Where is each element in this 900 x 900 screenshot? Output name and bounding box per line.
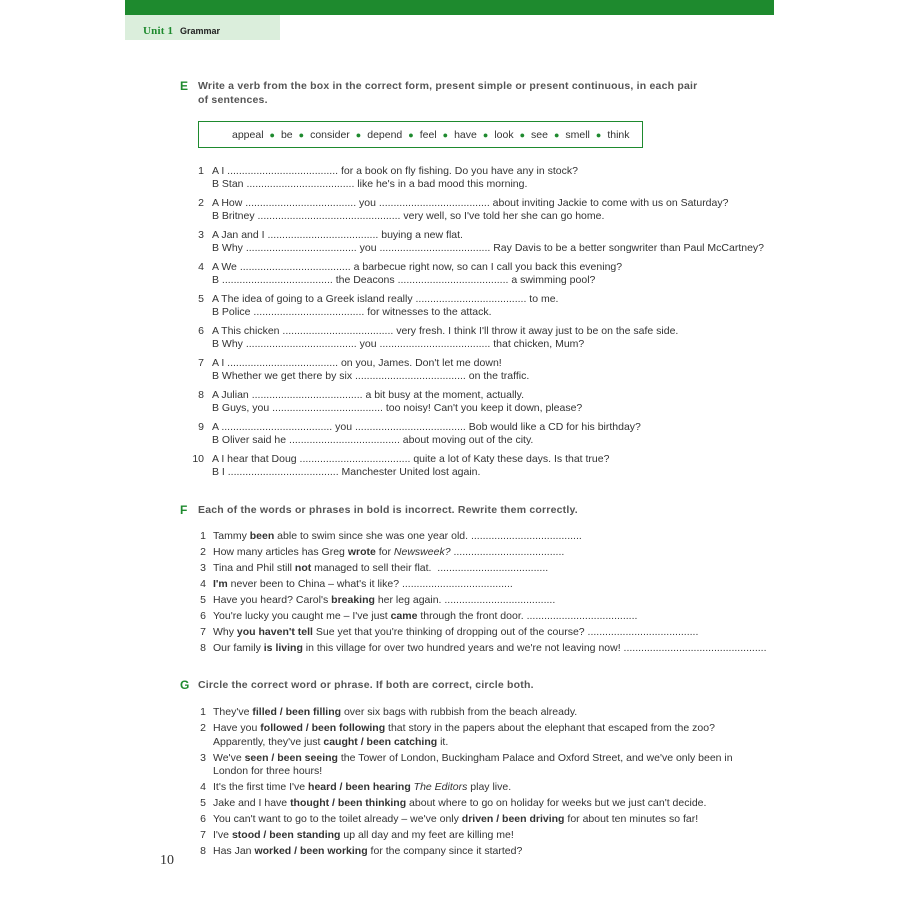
sentence-a: A I ...................................... on you, James. Don't let me down!	[212, 357, 502, 369]
item-number: 10	[192, 453, 204, 465]
sentence: I'm never been to China – what's it like? ......................................	[213, 578, 513, 590]
sentence: Our family is living in this village for over two hundred years and we're not leaving now! .................................................	[213, 642, 767, 654]
item-number: 8	[200, 845, 206, 857]
unit-label: Unit 1	[143, 25, 174, 37]
sentence: It's the first time I've heard / been hearing The Editors play live.	[213, 781, 512, 793]
item-number: 7	[200, 626, 206, 638]
box-word: be	[280, 128, 293, 141]
section-label: Grammar	[180, 26, 221, 36]
item-number: 6	[200, 813, 206, 825]
sentence-a: A I ...................................... for a book on fly fishing. Do you have any in stock?	[212, 165, 578, 177]
word-box	[198, 121, 643, 148]
item-number: 1	[200, 706, 206, 718]
item-number: 5	[200, 594, 206, 606]
sentence-a: A The idea of going to a Greek island really ...................................... to me.	[212, 293, 559, 305]
item-number: 3	[198, 229, 204, 241]
sentence-b: B Police ...................................... for witnesses to the attack.	[212, 306, 492, 318]
top-color-bar	[125, 0, 774, 15]
sentence: They've filled / been filling over six bags with rubbish from the beach already.	[213, 706, 578, 718]
section-e-instruction-line-2: of sentences.	[198, 94, 268, 106]
section-g-instruction: Circle the correct word or phrase. If both are correct, circle both.	[198, 679, 534, 691]
box-word: see	[531, 128, 548, 141]
item-number: 1	[200, 530, 206, 542]
sentence-a: A This chicken ...................................... very fresh. I think I'll throw it away just to be on the safe side.	[212, 325, 679, 337]
item-number: 1	[198, 165, 204, 177]
box-word: feel	[419, 128, 437, 141]
sentence: Have you heard? Carol's breaking her leg again. ......................................	[213, 594, 556, 606]
bullet-separator: ●	[482, 129, 489, 140]
box-word: smell	[565, 128, 590, 141]
item-number: 2	[198, 197, 204, 209]
item-number: 4	[198, 261, 204, 273]
sentence-b: B Whether we get there by six ...................................... on the traffic.	[212, 370, 530, 382]
item-number: 8	[198, 389, 204, 401]
sentence-a: A How ...................................... you ...................................... about inviting Jackie to come with us on Saturday?	[212, 197, 729, 209]
page-number: 10	[160, 853, 174, 868]
sentence: Jake and I have thought / been thinking about where to go on holiday for weeks but we just can't decide.	[213, 797, 707, 809]
item-number: 9	[198, 421, 204, 433]
item-number: 5	[198, 293, 204, 305]
sentence-b: B Oliver said he ...................................... about moving out of the city.	[212, 434, 534, 446]
sentence-b: B Why ...................................... you ...................................... that chicken, Mum?	[212, 338, 585, 350]
bullet-separator: ●	[553, 129, 560, 140]
bullet-separator: ●	[442, 129, 449, 140]
item-number: 6	[198, 325, 204, 337]
sentence: Have you followed / been following that story in the papers about the elephant that escaped from the zoo?	[213, 722, 715, 734]
sentence-a: A I hear that Doug ...................................... quite a lot of Katy these days. Is that true?	[212, 453, 610, 465]
bullet-separator: ●	[269, 129, 275, 140]
box-word: have	[454, 128, 477, 141]
section-f-letter: F	[180, 503, 188, 517]
item-number: 3	[200, 562, 206, 574]
item-number: 3	[200, 751, 206, 764]
item-number: 2	[200, 546, 206, 558]
section-g-letter: G	[180, 678, 190, 692]
item-number: 2	[200, 722, 206, 734]
sentence: Tina and Phil still not managed to sell their flat. ......................................	[213, 562, 549, 574]
sentence: London for three hours!	[213, 765, 323, 777]
box-word: consider	[310, 128, 350, 141]
item-number: 7	[200, 829, 206, 841]
bullet-separator: ●	[595, 129, 602, 140]
sentence: We've seen / been seeing the Tower of London, Buckingham Palace and Oxford Street, and we've only been in	[213, 751, 733, 764]
item-number: 5	[200, 797, 206, 809]
sentence-a: A Julian ...................................... a bit busy at the moment, actually.	[212, 389, 525, 401]
sentence: Apparently, they've just caught / been catching it.	[213, 735, 449, 748]
sentence: Tammy been able to swim since she was one year old. ......................................	[213, 530, 582, 542]
bullet-separator: ●	[408, 129, 414, 140]
box-word: appeal	[232, 128, 264, 141]
sentence-b: B Britney ................................................. very well, so I've told her she can go home.	[212, 210, 605, 222]
sentence-b: B Why ...................................... you ...................................... Ray Davis to be a better songwriter than Paul McCartney?	[212, 242, 765, 254]
item-number: 6	[200, 610, 206, 622]
section-f-instruction: Each of the words or phrases in bold is incorrect. Rewrite them correctly.	[198, 504, 578, 516]
item-number: 4	[200, 781, 206, 793]
box-word: think	[607, 128, 630, 141]
box-word: look	[494, 128, 514, 141]
sentence: You're lucky you caught me – I've just came through the front door. ......................................	[213, 610, 638, 622]
section-e-letter: E	[180, 79, 189, 93]
bullet-separator: ●	[519, 129, 526, 140]
sentence-b: B I ...................................... Manchester United lost again.	[212, 466, 481, 478]
item-number: 7	[198, 357, 204, 369]
sentence: You can't want to go to the toilet already – we've only driven / been driving for about ten minutes so far!	[213, 813, 699, 825]
sentence: I've stood / been standing up all day and my feet are killing me!	[213, 829, 514, 841]
sentence: How many articles has Greg wrote for Newsweek? ......................................	[213, 546, 565, 558]
sentence-a: A Jan and I ...................................... buying a new flat.	[212, 229, 463, 241]
sentence: Has Jan worked / been working for the company since it started?	[213, 845, 523, 857]
sentence-b: B ...................................... the Deacons ...................................... a swimming pool?	[212, 274, 596, 286]
item-number: 8	[200, 642, 206, 654]
sentence: Why you haven't tell Sue yet that you're thinking of dropping out of the course? ......................................	[213, 626, 699, 638]
box-word: depend	[367, 128, 403, 141]
section-e-instruction-line-1: Write a verb from the box in the correct form, present simple or present continuous, in each pair	[198, 80, 698, 92]
item-number: 4	[200, 578, 206, 590]
sentence-b: B Guys, you ...................................... too noisy! Can't you keep it down, please?	[212, 402, 583, 414]
bullet-separator: ●	[355, 129, 362, 140]
sentence-b: B Stan ..................................... like he's in a bad mood this morning.	[212, 178, 528, 190]
sentence-a: A ...................................... you ...................................... Bob would like a CD for his birthday?	[212, 421, 641, 433]
bullet-separator: ●	[298, 129, 305, 140]
sentence-a: A We ...................................... a barbecue right now, so can I call you back this evening?	[212, 261, 623, 273]
